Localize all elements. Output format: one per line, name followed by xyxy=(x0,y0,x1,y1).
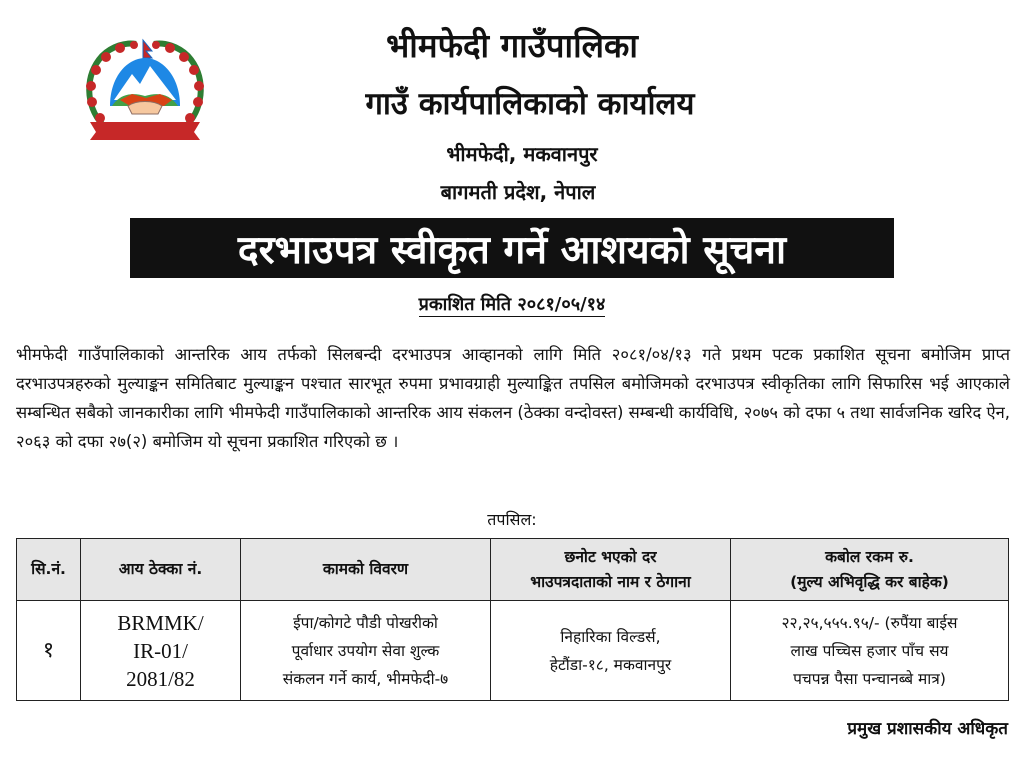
table-header-row xyxy=(17,539,1009,601)
notice-title: दरभाउपत्र स्वीकृत गर्ने आशयको सूचना xyxy=(237,227,787,273)
contract-line2: IR-01/ xyxy=(133,638,188,663)
signatory-title: प्रमुख प्रशासकीय अधिकृत xyxy=(847,719,1008,739)
bidder-line1: निहारिका विल्डर्स, xyxy=(560,627,661,646)
schedule-label: तपसिल: xyxy=(487,510,537,529)
desc-line2: पूर्वाधार उपयोग सेवा शुल्क xyxy=(291,641,440,660)
col-header-amount-line2: (मुल्य अभिवृद्धि कर बाहेक) xyxy=(790,572,949,591)
published-date-text: प्रकाशित मिति २०८१/०५/१४ xyxy=(418,294,606,315)
desc-line1: ईपा/कोगटे पौडी पोखरीको xyxy=(293,613,438,632)
bid-table xyxy=(16,538,1009,701)
contract-line3: 2081/82 xyxy=(126,666,195,691)
cell-amount xyxy=(731,601,1009,701)
desc-line3: संकलन गर्ने कार्य, भीमफेदी-७ xyxy=(282,669,449,688)
cell-contract-no xyxy=(81,601,241,701)
amount-line2: लाख पच्चिस हजार पाँच सय xyxy=(790,641,949,660)
office-name: गाउँ कार्यपालिकाको कार्यालय xyxy=(365,86,695,122)
col-header-description: कामको विवरण xyxy=(241,539,491,601)
amount-line1: २२,२५,५५५.९५/- (रुपैंया बाईस xyxy=(781,613,958,632)
col-header-sn: सि.नं. xyxy=(17,539,81,601)
amount-line3: पचपन्न पैसा पन्चानब्बे मात्र) xyxy=(793,669,946,688)
notice-title-banner xyxy=(130,218,894,278)
cell-description xyxy=(241,601,491,701)
bidder-line2: हेटौंडा-१८, मकवानपुर xyxy=(549,655,672,674)
col-header-amount xyxy=(731,539,1009,601)
cell-bidder xyxy=(491,601,731,701)
contract-line1: BRMMK/ xyxy=(117,610,204,635)
table-row xyxy=(17,601,1009,701)
published-date xyxy=(0,292,1024,316)
cell-sn: १ xyxy=(17,601,81,701)
province-country: बागमती प्रदेश, नेपाल xyxy=(440,180,596,204)
col-header-bidder-line1: छनोट भएको दर xyxy=(564,547,657,566)
col-header-contract-no: आय ठेक्का नं. xyxy=(81,539,241,601)
col-header-bidder xyxy=(491,539,731,601)
office-location: भीमफेदी, मकवानपुर xyxy=(446,142,598,166)
notice-body: भीमफेदी गाउँपालिकाको आन्तरिक आय तर्फको सिलबन्दी दरभाउपत्र आव्हानको लागि मिति २०८१/०४/१३ गते प्रथम पटक प्रकाशित सूचना बमोजिम प्राप्त दरभाउपत्रहरुको मुल्याङ्कन समितिबाट मुल्याङ्कन पश्चात सारभूत रुपमा प्रभावग्राही मुल्याङ्कित तपसिल बमोजिमको दरभाउपत्र स्वीकृतिका लागि सिफारिस भई आएकाले सम्बन्धित सबैको जानकारीका लागि भीमफेदी गाउँपालिकाको आन्तरिक आय संकलन (ठेक्का वन्दोवस्त) सम्बन्धी कार्यविधि, २०७५ को दफा ५ तथा सार्वजनिक खरिद ऐन, २०६३ को दफा २७(२) बमोजिम यो सूचना प्रकाशित गरिएको छ । xyxy=(16,345,1010,451)
municipality-name: भीमफेदी गाउँपालिका xyxy=(386,26,638,65)
col-header-amount-line1: कबोल रकम रु. xyxy=(825,547,914,566)
col-header-bidder-line2: भाउपत्रदाताको नाम र ठेगाना xyxy=(530,572,691,591)
